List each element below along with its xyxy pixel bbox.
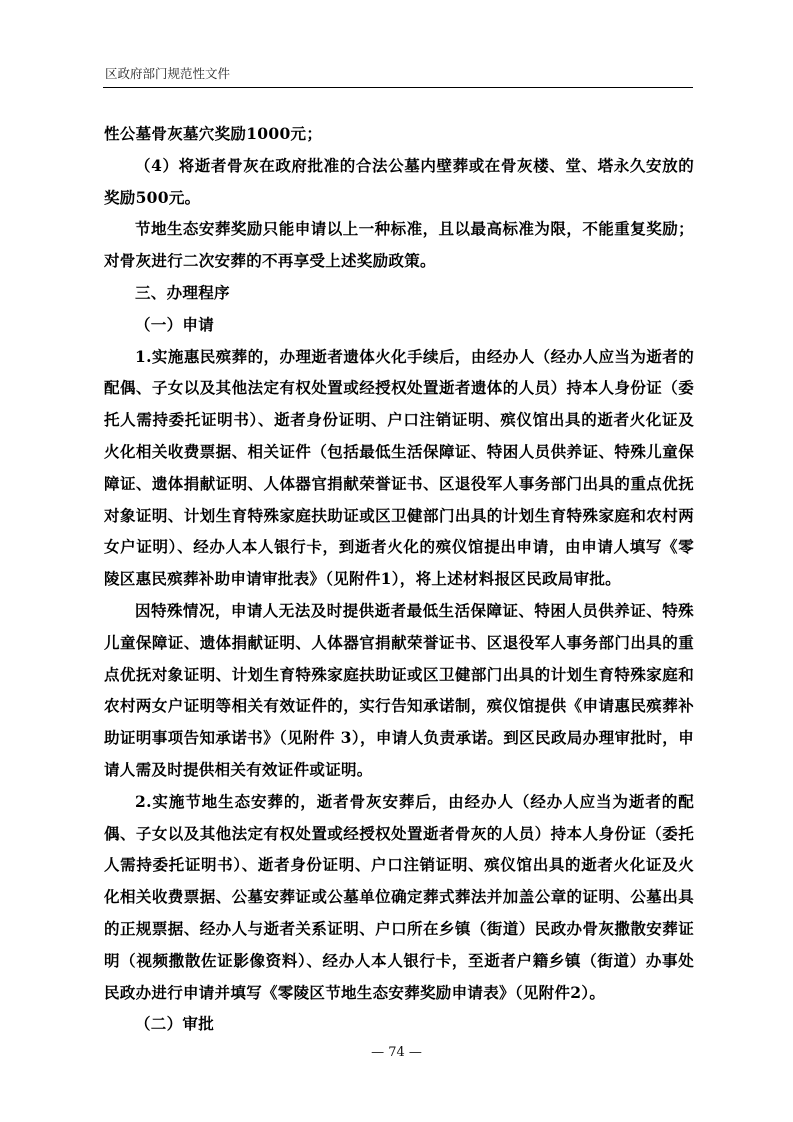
section-heading: 三、办理程序 bbox=[135, 282, 230, 302]
subsection-heading: （二）审批 bbox=[135, 1014, 215, 1034]
paragraph: 1.实施惠民殡葬的，办理逝者遗体火化手续后，由经办人（经办人应当为逝者的配偶、子女以及其他法定有权处置或经授权处置逝者遗体的人员）持本人身份证（委托人需持委托证明书）、逝者身份证明、户口注销证明、殡仪馆出具的逝者火化证及火化相关收费票据、相关证件（包括最低生活保障证、特困人员供养证、特殊儿童保障证、遗体捐献证明、人体器官捐献荣誉证书、区退役军人事务部门出具的重点优抚对象证明、计划生育特殊家庭扶助证或区卫健部门出具的计划生育特殊家庭和农村两女户证明）、经办人本人银行卡，到逝者火化的殡仪馆提出申请，由申请人填写《零陵区惠民殡葬补助申请审批表》（见附件1），将上述材料报区民政局审批。 bbox=[104, 346, 694, 589]
document-body bbox=[104, 118, 694, 1040]
subsection-heading: （一）申请 bbox=[135, 314, 215, 334]
paragraph: 节地生态安葬奖励只能申请以上一种标准，且以最高标准为限，不能重复奖励；对骨灰进行二次安葬的不再享受上述奖励政策。 bbox=[104, 219, 694, 271]
header-rule bbox=[103, 87, 693, 88]
paragraph: 性公墓骨灰墓穴奖励1000元； bbox=[104, 124, 323, 143]
paragraph: （4）将逝者骨灰在政府批准的合法公墓内壁葬或在骨灰楼、堂、塔永久安放的奖励500元。 bbox=[104, 155, 694, 207]
paragraph: 2.实施节地生态安葬的，逝者骨灰安葬后，由经办人（经办人应当为逝者的配偶、子女以及其他法定有权处置或经授权处置逝者骨灰的人员）持本人身份证（委托人需持委托证明书）、逝者身份证明、户口注销证明、殡仪馆出具的逝者火化证及火化相关收费票据、公墓安葬证或公墓单位确定葬式葬法并加盖公章的证明、公墓出具的正规票据、经办人与逝者关系证明、户口所在乡镇（街道）民政办骨灰撒散安葬证明（视频撒散佐证影像资料）、经办人本人银行卡，至逝者户籍乡镇（街道）办事处民政办进行申请并填写《零陵区节地生态安葬奖励申请表》（见附件2）。 bbox=[104, 791, 694, 1002]
paragraph: 因特殊情况，申请人无法及时提供逝者最低生活保障证、特困人员供养证、特殊儿童保障证、遗体捐献证明、人体器官捐献荣誉证书、区退役军人事务部门出具的重点优抚对象证明、计划生育特殊家庭扶助证或区卫健部门出具的计划生育特殊家庭和农村两女户证明等相关有效证件的，实行告知承诺制，殡仪馆提供《申请惠民殡葬补助证明事项告知承诺书》（见附件 3），申请人负责承诺。到区民政局办理审批时，申请人需及时提供相关有效证件或证明。 bbox=[104, 600, 694, 779]
running-header: 区政府部门规范性文件 bbox=[105, 66, 231, 81]
page-number: — 74 — bbox=[371, 1045, 422, 1060]
